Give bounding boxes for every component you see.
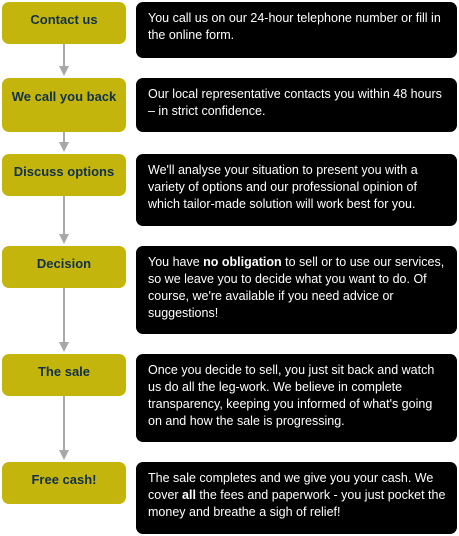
description-text: We'll analyse your situation to present you with a variety of options and our professional opinion of which tailor-made solution will work best for you. (148, 163, 418, 211)
step-desc-discuss-options (136, 154, 457, 226)
step-label-we-call-you-back (2, 78, 126, 132)
step-label-text: We call you back (11, 89, 117, 104)
emphasis-text: no obligation (203, 255, 282, 269)
step-desc-decision (136, 246, 457, 334)
emphasis-text: all (182, 488, 196, 502)
connector-4-arrowhead (59, 342, 69, 352)
description-text: The sale completes and we give you your cash. We cover (148, 471, 434, 502)
connector-3-arrowhead (59, 234, 69, 244)
connector-2-arrowhead (59, 142, 69, 152)
description-text: to sell or to use our services, so we leave you to decide what you want to do. Of course, we're available if you need advice or suggestions! (148, 255, 445, 320)
step-label-text: The sale (37, 364, 91, 379)
description-text: Once you decide to sell, you just sit back and watch us do all the leg-work. We believe in complete transparency, keeping you informed of what's going on and how the sale is progressing. (148, 363, 435, 428)
description-text: You call us on our 24-hour telephone number or fill in the online form. (148, 11, 441, 42)
step-desc-contact-us (136, 2, 457, 58)
description-text: You have (148, 255, 204, 269)
description-text: the fees and paperwork - you just pocket the money and breathe a sigh of relief! (148, 488, 446, 519)
step-label-decision (2, 246, 126, 288)
step-label-text: Contact us (30, 12, 98, 27)
connector-5-arrowhead (59, 450, 69, 460)
step-label-discuss-options (2, 154, 126, 196)
description-text: Our local representative contacts you within 48 hours – in strict confidence. (148, 87, 442, 118)
step-label-the-sale (2, 354, 126, 396)
step-desc-free-cash (136, 462, 457, 534)
step-label-text: Free cash! (31, 472, 97, 487)
step-desc-the-sale (136, 354, 457, 442)
step-label-free-cash (2, 462, 126, 504)
connector-1-arrowhead (59, 66, 69, 76)
step-desc-we-call-you-back (136, 78, 457, 132)
step-label-text: Decision (36, 256, 92, 271)
step-label-text: Discuss options (13, 164, 115, 179)
step-label-contact-us (2, 2, 126, 44)
